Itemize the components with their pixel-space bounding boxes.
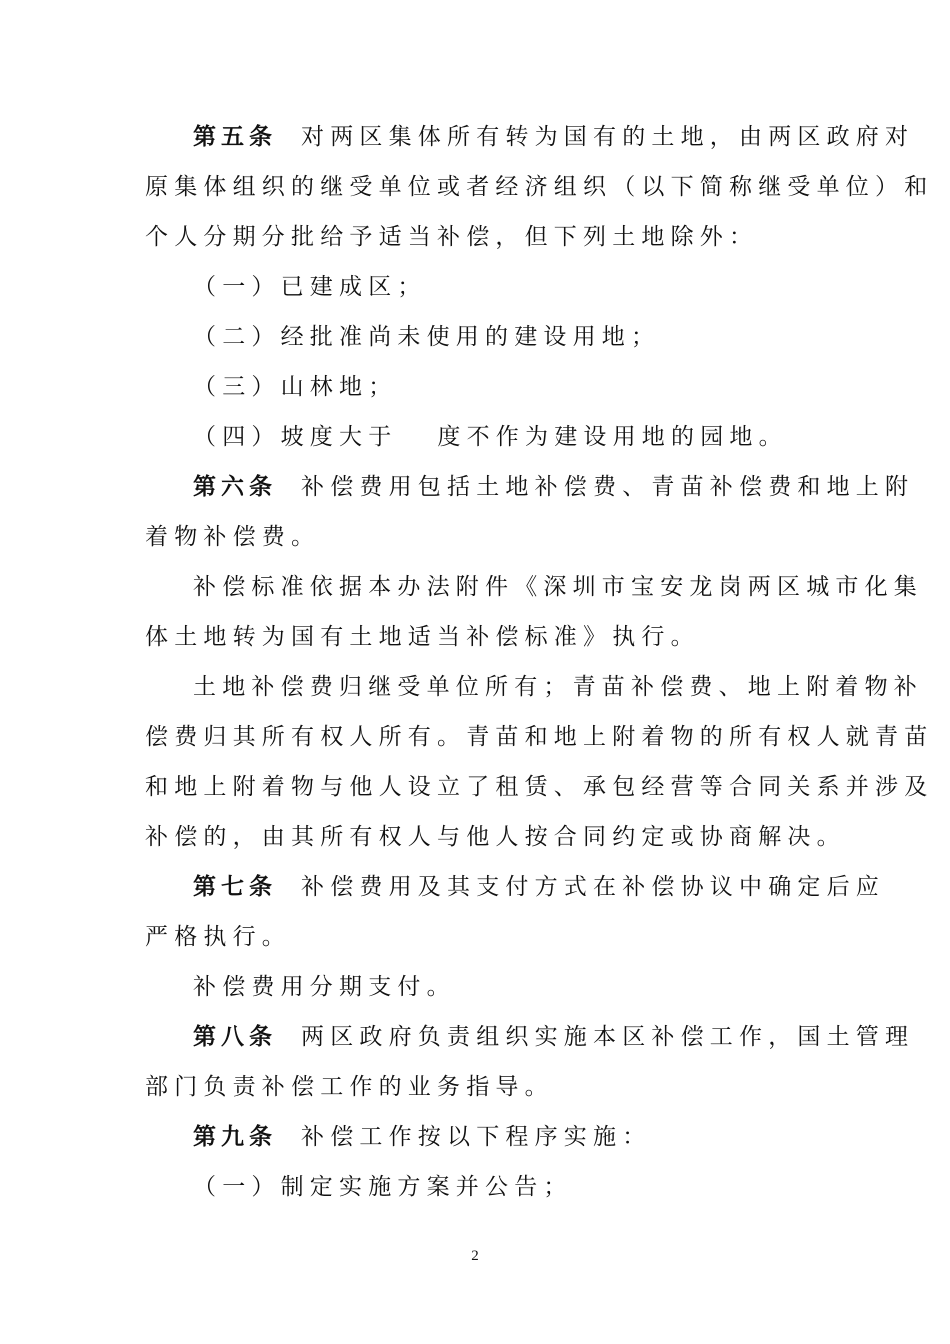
article-5-text: 对两区集体所有转为国有的土地，由两区政府对: [301, 124, 915, 150]
paragraph-installment: 补偿费用分期支付。: [193, 974, 456, 1000]
exception-item-4: [193, 422, 853, 452]
article-7-line-2: 严格执行。: [145, 924, 291, 950]
article-5-line-3: 个人分期分批给予适当补偿，但下列土地除外：: [145, 224, 759, 250]
article-8-text: 两区政府负责组织实施本区补偿工作，国土管理: [301, 1024, 915, 1050]
article-5-line-2: 原集体组织的继受单位或者经济组织（以下简称继受单位）和: [145, 174, 934, 200]
paragraph-ownership-line-3: 和地上附着物与他人设立了租赁、承包经营等合同关系并涉及: [145, 774, 934, 800]
article-9-line-1: [193, 1122, 853, 1152]
article-9-label: 第九条: [193, 1123, 277, 1150]
article-7-text: 补偿费用及其支付方式在补偿协议中确定后应: [301, 874, 885, 900]
exception-item-1: （一）已建成区；: [193, 274, 427, 300]
article-6-line-1: [193, 472, 915, 502]
article-6-text: 补偿费用包括土地补偿费、青苗补偿费和地上附: [301, 474, 915, 500]
article-7-line-1: [193, 872, 885, 902]
article-8-line-1: [193, 1022, 915, 1052]
article-8-line-2: 部门负责补偿工作的业务指导。: [145, 1074, 554, 1100]
paragraph-ownership-line-1: 土地补偿费归继受单位所有；青苗补偿费、地上附着物补: [193, 674, 923, 700]
paragraph-ownership-line-4: 补偿的，由其所有权人与他人按合同约定或协商解决。: [145, 824, 846, 850]
paragraph-standard-line-1: 补偿标准依据本办法附件《深圳市宝安龙岗两区城市化集: [193, 574, 923, 600]
procedure-item-1: （一）制定实施方案并公告；: [193, 1174, 573, 1200]
exception-item-4-part-b: 度不作为建设用地的园地。: [437, 424, 788, 450]
article-9-text: 补偿工作按以下程序实施：: [301, 1124, 652, 1150]
paragraph-standard-line-2: 体土地转为国有土地适当补偿标准》执行。: [145, 624, 700, 650]
article-5-label: 第五条: [193, 123, 277, 150]
page-number: 2: [471, 1248, 479, 1264]
exception-item-3: （三）山林地；: [193, 374, 398, 400]
exception-item-2: （二）经批准尚未使用的建设用地；: [193, 324, 661, 350]
article-5-line-1: [193, 122, 915, 152]
article-6-line-2: 着物补偿费。: [145, 524, 321, 550]
article-6-label: 第六条: [193, 473, 277, 500]
paragraph-ownership-line-2: 偿费归其所有权人所有。青苗和地上附着物的所有权人就青苗: [145, 724, 934, 750]
exception-item-4-part-a: （四）坡度大于: [193, 424, 398, 450]
article-7-label: 第七条: [193, 873, 277, 900]
article-8-label: 第八条: [193, 1023, 277, 1050]
